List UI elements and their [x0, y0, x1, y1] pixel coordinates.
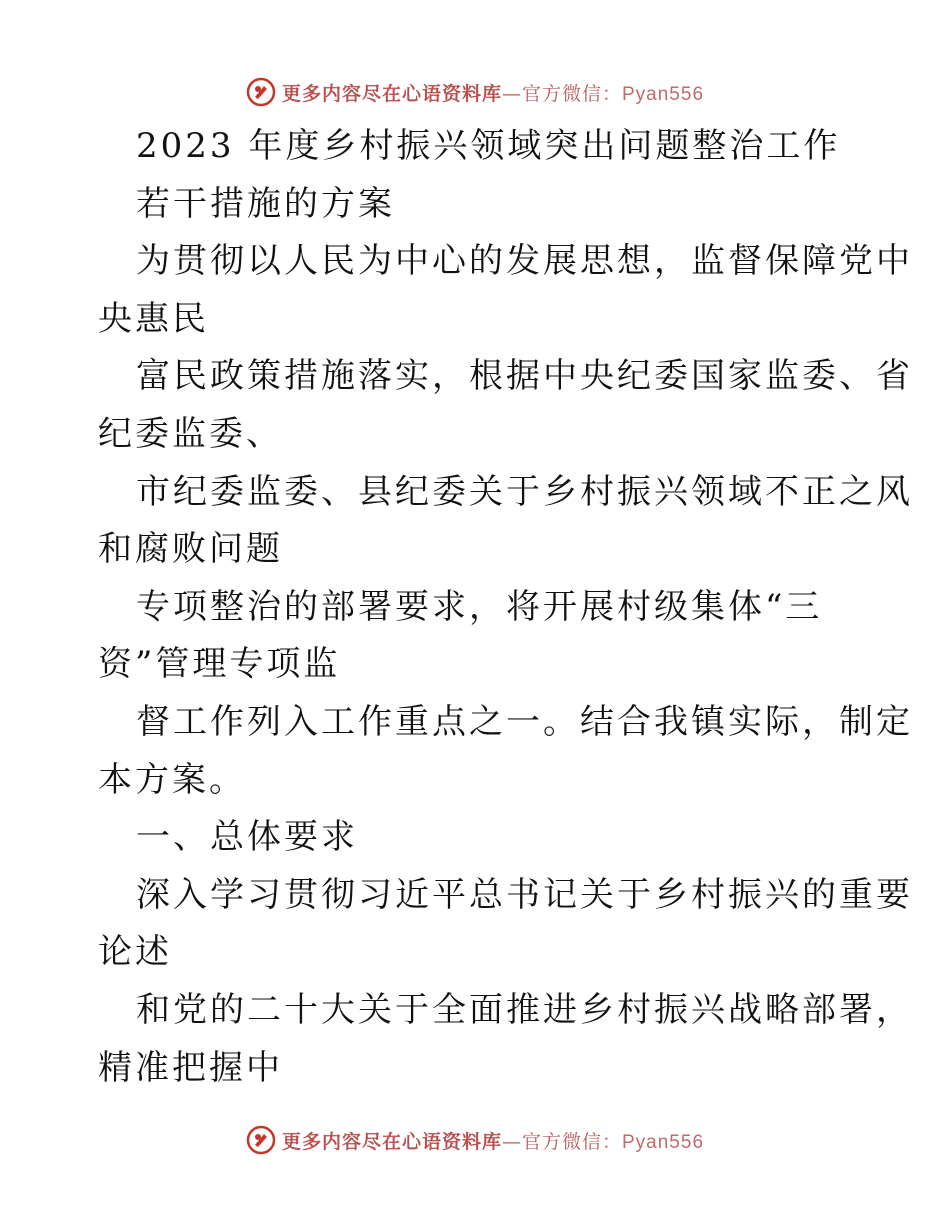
- document-subtitle: 若干措施的方案: [136, 183, 395, 224]
- paragraph-line: 和党的二十大关于全面推进乡村振兴战略部署，: [136, 989, 913, 1030]
- header-watermark: [0, 72, 950, 112]
- paragraph-line: 资”管理专项监: [98, 644, 341, 685]
- paragraph-line: 本方案。: [98, 759, 246, 800]
- document-title: 2023 年度乡村振兴领域突出问题整治工作: [136, 126, 841, 166]
- logo-icon: [246, 77, 276, 107]
- watermark-wechat: Pyan556: [622, 1131, 705, 1153]
- document-body: [98, 118, 913, 1097]
- paragraph-line: 精准把握中: [98, 1047, 283, 1088]
- logo-icon: [246, 1125, 276, 1155]
- watermark-official: 官方微信：: [521, 1130, 622, 1153]
- watermark-wechat: Pyan556: [622, 83, 705, 105]
- section-heading: 一、总体要求: [136, 817, 358, 858]
- watermark-official: 官方微信：: [521, 82, 622, 105]
- paragraph-line: 央惠民: [98, 298, 209, 339]
- watermark-site: 更多内容尽在心语资料库: [281, 82, 502, 105]
- paragraph-line: 深入学习贯彻习近平总书记关于乡村振兴的重要: [136, 874, 913, 915]
- watermark-separator: —: [501, 1130, 522, 1153]
- paragraph-line: 论述: [98, 932, 172, 973]
- watermark-text: [282, 1127, 704, 1154]
- paragraph-line: 纪委监委、: [98, 413, 283, 454]
- paragraph-line: 为贯彻以人民为中心的发展思想，监督保障党中: [136, 241, 913, 282]
- paragraph-line: 督工作列入工作重点之一。结合我镇实际，制定: [136, 701, 913, 742]
- paragraph-line: 和腐败问题: [98, 529, 283, 570]
- watermark-text: [282, 79, 704, 106]
- watermark-site: 更多内容尽在心语资料库: [281, 1130, 502, 1153]
- paragraph-line: 市纪委监委、县纪委关于乡村振兴领域不正之风: [136, 471, 913, 512]
- footer-watermark: [0, 1120, 950, 1160]
- paragraph-line: 富民政策措施落实，根据中央纪委国家监委、省: [136, 356, 913, 397]
- paragraph-line: 专项整治的部署要求，将开展村级集体“三: [136, 586, 823, 627]
- watermark-separator: —: [501, 82, 522, 105]
